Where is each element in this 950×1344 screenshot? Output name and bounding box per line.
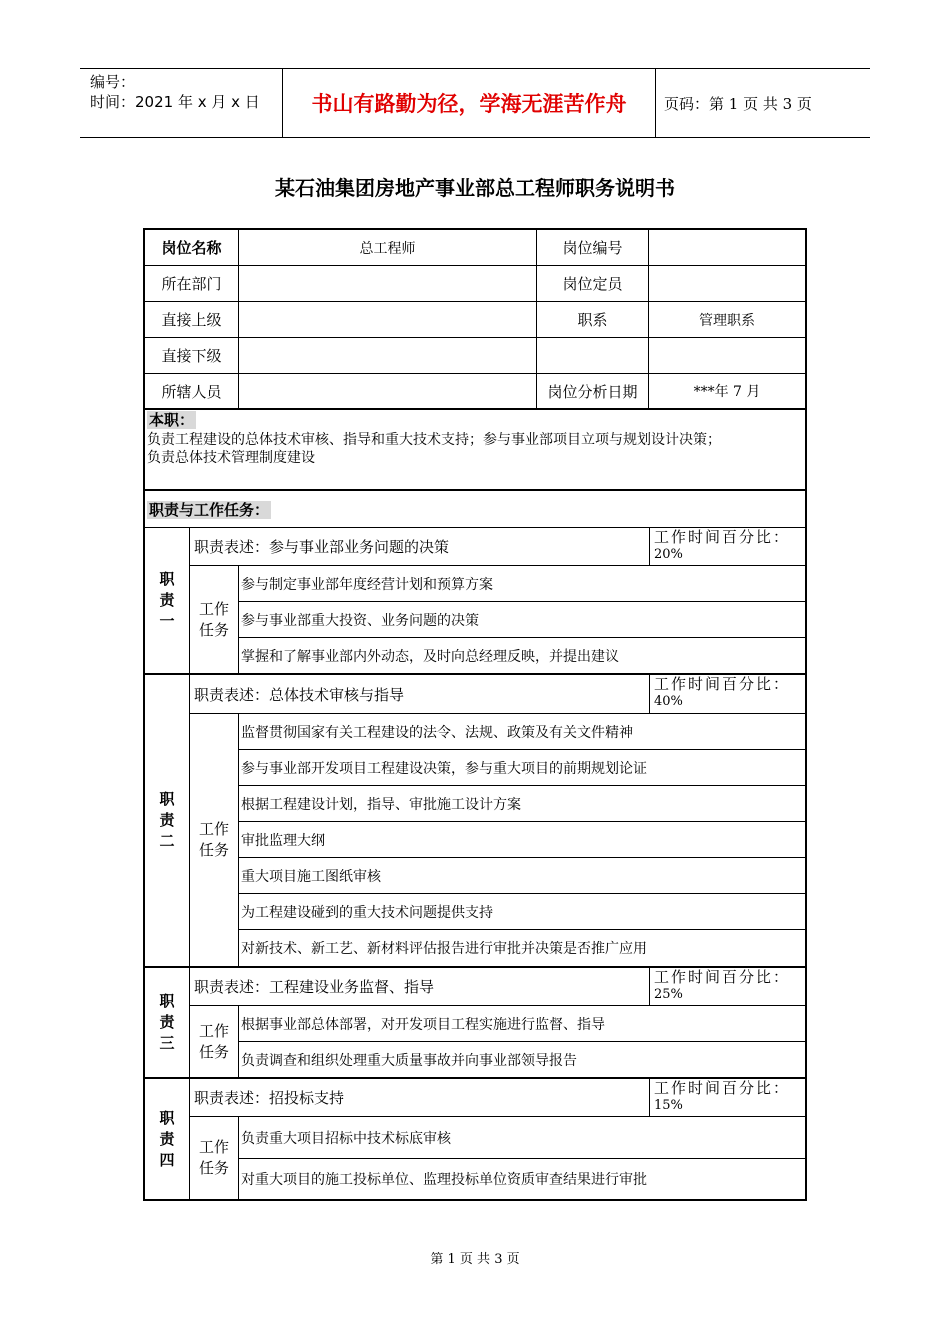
duty-name-char: 一 [159, 612, 175, 630]
info-label: 岗位编号 [537, 230, 649, 266]
pct-label: 工作时间百分比： [654, 675, 791, 693]
task-item: 为工程建设碰到的重大技术问题提供支持 [239, 894, 805, 930]
info-value [649, 266, 805, 302]
duty-percentage [650, 675, 805, 714]
header-meta [80, 69, 282, 137]
task-item: 对新技术、新工艺、新材料评估报告进行审批并决策是否推广应用 [241, 941, 647, 957]
info-value: ***年 7 月 [649, 374, 805, 410]
duty-name-char: 责 [159, 591, 175, 609]
task-label-line: 工作 [198, 820, 229, 838]
duty-name [145, 968, 190, 1077]
task-item: 根据工程建设计划，指导、审批施工设计方案 [239, 786, 805, 822]
duty-name-char: 职 [159, 1108, 175, 1127]
duty-block [145, 675, 805, 968]
page-info: 页码：第 1 页 共 3 页 [664, 94, 812, 113]
pct-value: 15% [654, 1098, 683, 1113]
info-label: 所辖人员 [145, 374, 239, 410]
task-item: 监督贯彻国家有关工程建设的法令、法规、政策及有关文件精神 [239, 714, 805, 750]
header-band [80, 68, 870, 138]
document-title: 某石油集团房地产事业部总工程师职务说明书 [275, 176, 675, 200]
duties-section-header [145, 491, 805, 528]
benzhi-line: 负责工程建设的总体技术审核、指导和重大技术支持；参与事业部项目立项与规划设计决策； [147, 432, 721, 448]
duty-percentage [650, 528, 805, 566]
info-value [649, 230, 805, 266]
task-item: 负责重大项目招标中技术标底审核 [239, 1117, 805, 1159]
info-value [239, 302, 537, 338]
info-value: 管理职系 [649, 302, 805, 338]
task-label-line: 任务 [198, 1042, 229, 1061]
info-value: 总工程师 [239, 230, 537, 266]
task-label-line: 任务 [198, 1159, 229, 1177]
duty-name-char: 责 [159, 811, 175, 829]
duty-description: 职责表述：参与事业部业务问题的决策 [190, 528, 650, 566]
duty-name-char: 二 [159, 832, 175, 850]
duty-description: 职责表述：工程建设业务监督、指导 [190, 968, 650, 1006]
duty-description: 职责表述：总体技术审核与指导 [190, 675, 650, 714]
duty-name-char: 职 [159, 570, 175, 588]
duty-percentage [650, 968, 805, 1006]
duty-name-char: 四 [159, 1150, 175, 1169]
info-value [649, 338, 805, 374]
work-task-label [190, 1006, 239, 1077]
info-label: 岗位分析日期 [537, 374, 649, 410]
task-label-line: 工作 [198, 599, 229, 618]
task-item: 负责调查和组织处理重大质量事故并向事业部领导报告 [241, 1052, 577, 1069]
task-item: 参与制定事业部年度经营计划和预算方案 [239, 566, 805, 602]
duty-name [145, 528, 190, 673]
benzhi-line: 负责总体技术管理制度建设 [147, 450, 315, 466]
duty-block [145, 968, 805, 1079]
info-label: 岗位定员 [537, 266, 649, 302]
motto: 书山有路勤为径，学海无涯苦作舟 [282, 69, 656, 137]
work-task-label [190, 566, 239, 673]
duty-name [145, 1079, 190, 1199]
duty-name-char: 责 [159, 1129, 175, 1148]
duty-description: 职责表述：招投标支持 [190, 1079, 650, 1117]
pct-label: 工作时间百分比： [654, 528, 791, 546]
task-item: 参与事业部开发项目工程建设决策，参与重大项目的前期规划论证 [239, 750, 805, 786]
pct-value: 20% [654, 547, 683, 562]
benzhi-block [145, 411, 805, 491]
duty-name-char: 职 [159, 790, 175, 808]
pct-label: 工作时间百分比： [654, 968, 791, 986]
info-value [239, 338, 537, 374]
task-item: 根据事业部总体部署，对开发项目工程实施进行监督、指导 [239, 1006, 805, 1042]
task-item: 掌握和了解事业部内外动态，及时向总经理反映，并提出建议 [241, 648, 619, 665]
task-label-line: 任务 [198, 620, 229, 639]
task-item: 审批监理大纲 [239, 822, 805, 858]
pct-value: 25% [654, 987, 683, 1002]
work-task-label [190, 714, 239, 966]
info-value [239, 374, 537, 410]
pct-value: 40% [654, 694, 683, 709]
work-task-label [190, 1117, 239, 1199]
info-label: 职系 [537, 302, 649, 338]
info-label: 所在部门 [145, 266, 239, 302]
task-item: 参与事业部重大投资、业务问题的决策 [239, 602, 805, 638]
duty-percentage [650, 1079, 805, 1117]
task-item: 重大项目施工图纸审核 [239, 858, 805, 894]
duty-name-char: 职 [159, 992, 175, 1010]
duties-section-label: 职责与工作任务： [149, 501, 270, 519]
duty-block [145, 528, 805, 675]
info-label: 岗位名称 [145, 230, 239, 266]
info-value [239, 266, 537, 302]
info-label [537, 338, 649, 374]
time-label: 时间：2021 年 x 月 x 日 [90, 93, 260, 111]
pct-label: 工作时间百分比： [654, 1079, 791, 1097]
duty-block [145, 1079, 805, 1199]
benzhi-label: 本职： [149, 411, 195, 429]
page-footer: 第 1 页 共 3 页 [430, 1252, 520, 1267]
task-label-line: 工作 [198, 1021, 229, 1040]
info-label: 直接上级 [145, 302, 239, 338]
duty-name-char: 责 [159, 1013, 175, 1031]
benzhi-text [147, 431, 801, 467]
number-label: 编号： [90, 73, 136, 91]
duty-name [145, 675, 190, 966]
job-description-table [143, 228, 807, 1201]
duty-name-char: 三 [159, 1034, 175, 1052]
task-label-line: 任务 [198, 841, 229, 859]
task-label-line: 工作 [198, 1138, 229, 1156]
info-label: 直接下级 [145, 338, 239, 374]
task-item: 对重大项目的施工投标单位、监理投标单位资质审查结果进行审批 [241, 1172, 647, 1188]
